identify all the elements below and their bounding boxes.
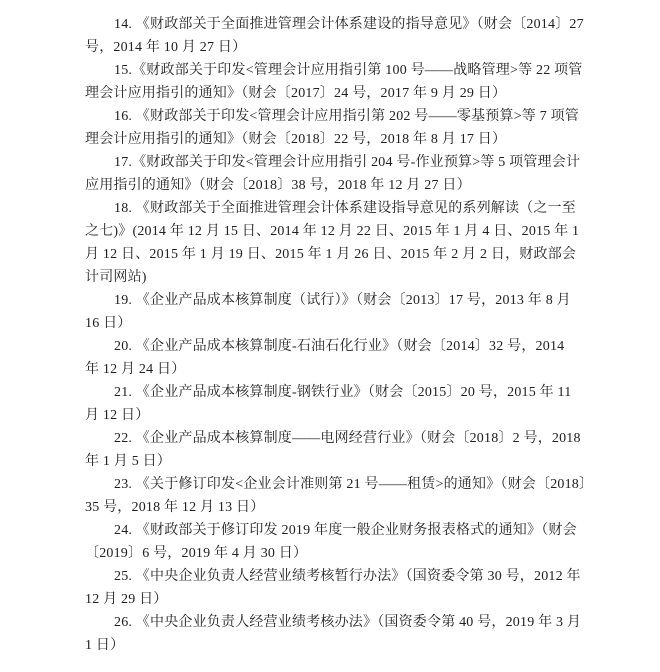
regulation-item-line: 计司网站) <box>85 270 147 285</box>
regulation-item-line: 月 12 日、2015 年 1 月 19 日、2015 年 1 月 26 日、2015 年 2 月 2 日，财政部会 <box>85 247 577 262</box>
regulation-item-line: 16 日） <box>85 316 132 331</box>
regulation-item-line: 年 1 月 5 日） <box>85 454 171 469</box>
regulation-item-14 <box>85 13 584 59</box>
regulation-list <box>85 13 594 657</box>
regulation-item-line: 年 12 月 24 日） <box>85 362 186 377</box>
regulation-item-line: 21. 《企业产品成本核算制度-钢铁行业》（财会〔2015〕20 号，2015 年 11 <box>114 385 572 400</box>
regulation-item-24 <box>85 519 580 565</box>
regulation-item-line: 之七)》(2014 年 12 月 15 日、2014 年 12 月 22 日、2015 年 1 月 4 日、2015 年 1 <box>85 224 580 239</box>
regulation-item-line: 12 月 29 日） <box>85 592 168 607</box>
regulation-item-line: 理会计应用指引的通知》（财会〔2017〕24 号，2017 年 9 月 29 日） <box>85 86 507 101</box>
regulation-item-23 <box>85 473 594 519</box>
regulation-item-16 <box>85 105 580 151</box>
regulation-item-19 <box>85 289 580 335</box>
regulation-item-25 <box>85 565 580 611</box>
regulation-item-line: 23. 《关于修订印发<企业会计准则第 21 号——租赁>的通知》（财会〔2018〕 <box>114 477 594 492</box>
regulation-item-line: 1 日） <box>85 638 125 653</box>
regulation-item-18 <box>85 197 580 289</box>
regulation-item-line: 应用指引的通知》（财会〔2018〕38 号，2018 年 12 月 27 日） <box>85 178 471 193</box>
regulation-item-line: 号，2014 年 10 月 27 日） <box>85 40 247 55</box>
regulation-item-20 <box>85 335 580 381</box>
regulation-item-line: 26. 《中央企业负责人经营业绩考核办法》（国资委令第 40 号，2019 年 3 月 <box>114 615 582 630</box>
regulation-item-line: 16. 《财政部关于印发<管理会计应用指引第 202 号——零基预算>等 7 项管 <box>114 109 579 124</box>
regulation-item-line: 理会计应用指引的通知》（财会〔2018〕22 号，2018 年 8 月 17 日） <box>85 132 507 147</box>
regulation-item-line: 15.《财政部关于印发<管理会计应用指引第 100 号——战略管理>等 22 项管 <box>114 63 583 78</box>
regulation-item-21 <box>85 381 580 427</box>
regulation-item-line: 20. 《企业产品成本核算制度-石油石化行业》（财会〔2014〕32 号，2014 <box>114 339 565 354</box>
regulation-item-line: 35 号，2018 年 12 月 13 日） <box>85 500 265 515</box>
regulation-item-26 <box>85 611 580 657</box>
regulation-item-line: 24. 《财政部关于修订印发 2019 年度一般企业财务报表格式的通知》（财会 <box>114 523 577 538</box>
regulation-item-15 <box>85 59 583 105</box>
regulation-item-22 <box>85 427 580 473</box>
regulation-item-17 <box>85 151 580 197</box>
regulation-item-line: 22. 《企业产品成本核算制度——电网经营行业》（财会〔2018〕2 号，2018 <box>114 431 581 446</box>
regulation-item-line: 17.《财政部关于印发<管理会计应用指引 204 号-作业预算>等 5 项管理会计 <box>114 155 581 170</box>
regulation-item-line: 19. 《企业产品成本核算制度（试行）》（财会〔2013〕17 号，2013 年 8 月 <box>114 293 571 308</box>
regulation-item-line: 14. 《财政部关于全面推进管理会计体系建设的指导意见》（财会〔2014〕27 <box>114 17 584 32</box>
regulation-item-line: 25. 《中央企业负责人经营业绩考核暂行办法》（国资委令第 30 号，2012 年 <box>114 569 581 584</box>
regulation-item-line: 18. 《财政部关于全面推进管理会计体系建设指导意见的系列解读（之一至 <box>114 201 576 216</box>
regulation-item-line: 月 12 日） <box>85 408 150 423</box>
regulation-item-line: 〔2019〕6 号，2019 年 4 月 30 日） <box>85 546 308 561</box>
